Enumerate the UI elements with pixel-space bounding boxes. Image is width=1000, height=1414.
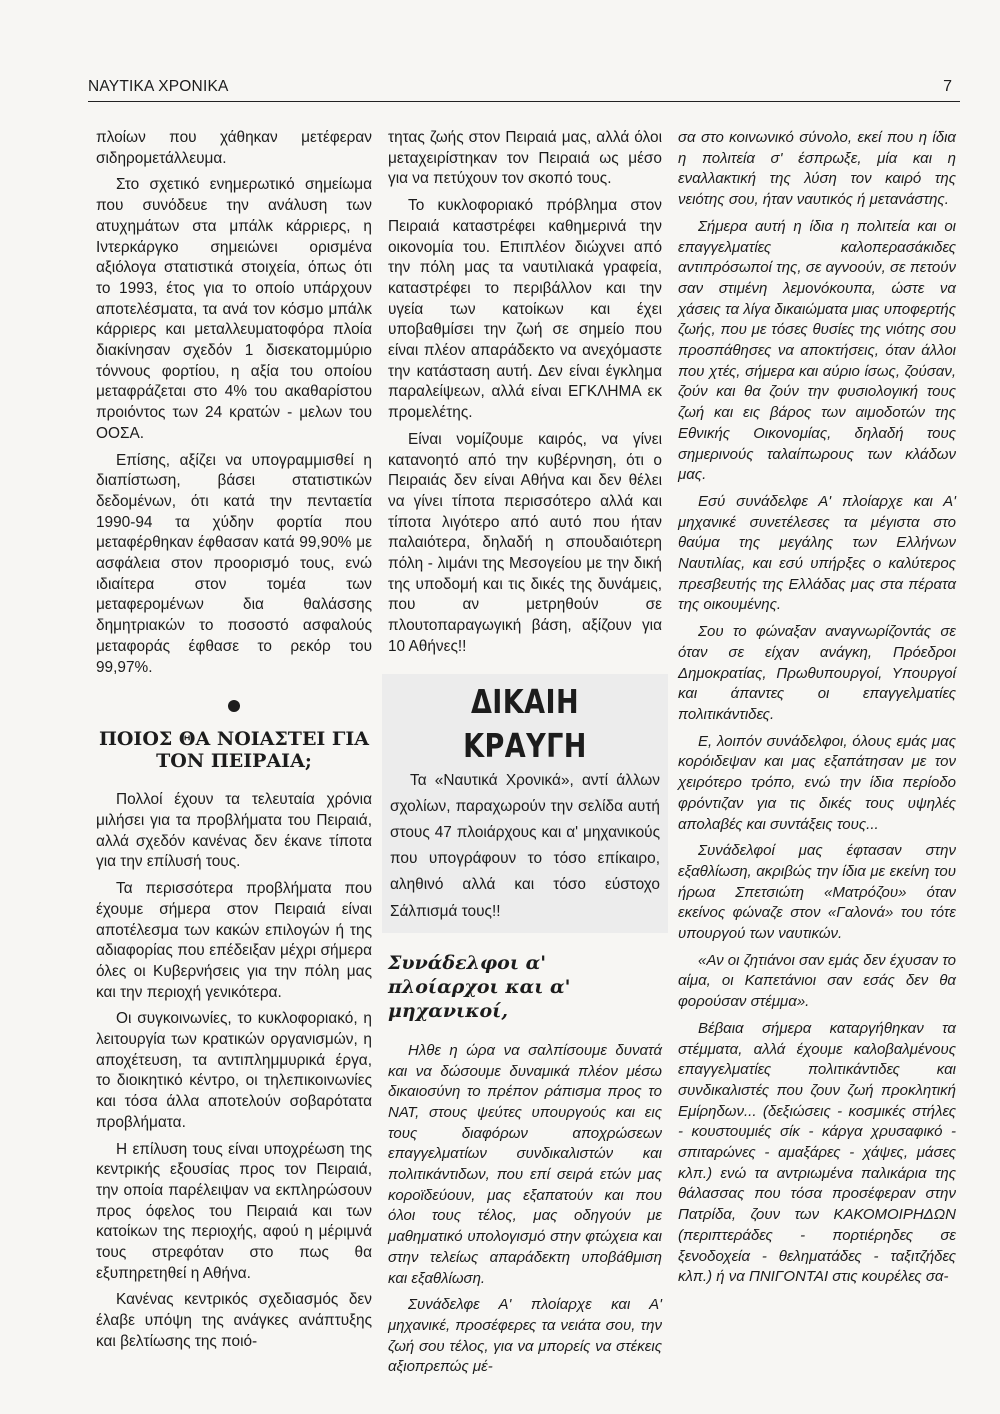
paragraph: Το κυκλοφοριακό πρόβλημα στον Πειραιά καταστρέφει καθημερινά την οικονομία του. Επιπλέον διώχνει από την πόλη μας τα ναυτιλιακά γραφεία, καταστρέφει το περιβάλλον και την υγεία των κατοίκων και έχει υποβαθμίσει την ζωή σε σημείο που είναι πλέον απαράδεκτο να ανεχόμαστε την κατάσταση αυτή. Δεν είναι έγκλημα παραλείψεων, αλλά είναι ΕΓΚΛΗΜΑ εκ προμελέτης. xyxy=(388,197,662,422)
page-header xyxy=(88,78,960,104)
letter-body xyxy=(388,1041,662,1378)
paragraph: «Αν οι ζητιάνοι σαν εμάς δεν έχυσαν το αίμα, οι Καπετάνιοι σαν εσάς δεν θα φορούσαν στέμμα». xyxy=(678,951,956,1011)
paragraph: τητας ζωής στον Πειραιά μας, αλλά όλοι μεταχειρίστηκαν τον Πειραιά ως μέσο για να πετύχουν τον σκοπό τους. xyxy=(388,129,662,188)
letter-salutation: Συνάδελφοι α' πλοίαρχοι και α' μηχανικοί, xyxy=(388,951,571,1022)
column-2 xyxy=(388,128,662,1378)
paragraph: Τα περισσότερα προβλήματα που έχουμε σήμερα στον Πειραιά είναι αποτέλεσμα των κακών επιλογών ή της αδιαφορίας που επέδειξαν μέχρι σήμερα όλες οι Κυβερνήσεις για την πόλη μας και την περιοχή γενικότερα. xyxy=(96,880,372,1001)
editorial-box xyxy=(382,674,668,933)
bullet-separator xyxy=(228,700,240,712)
column-3 xyxy=(678,128,956,1288)
paragraph: Συνάδελφε Α' πλοίαρχε και Α' μηχανικέ, προσέφερες τα νειάτα σου, την ζωή σου τέλος, για να μπορείς να στέκεις αξιοπρεπώς μέ- xyxy=(388,1296,662,1376)
paragraph: Είναι νομίζουμε καιρός, να γίνει κατανοητό από την κυβέρνηση, ότι ο Πειραιάς δεν είναι Αθήνα και δεν θέλει να γίνει τίποτα περισσότερο αλλά και τίποτα λιγότερο από αυτό που ήταν παλαιότερα, δηλαδή η σπουδαιότερη πόλη - λιμάνι της Μεσογείου με την δική της υποδομή και τις δικές της δυνάμεις, που αν μετρηθούν σε πλουτοπαραγωγική βάση, αξίζουν για 10 Αθήνες!! xyxy=(388,430,662,655)
paragraph: Συνάδελφοί μας έφτασαν στην εξαθλίωση, ακριβώς την ίδια με εκείνη του ήρωα Σπετσιώτη «Ματρόζου» όταν εκείνος φώναζε στον «Γαλονά» του τότε υπουργού των ναυτικών. xyxy=(678,842,956,943)
paragraph: Ηλθε η ώρα να σαλπίσουμε δυνατά και να δώσουμε δυναμικά πλέον μέσω δικαιοσύνη το πρέπον ράπισμα προς το ΝΑΤ, στους ψεύτες υπουργούς και εις τους διαφόρων αποχρώσεων επαγγελματίων συνδικαλιστών και πολιτικάντιδων, που επί σειρά ετών μας κοροϊδεύουν, μας εξαπατούν και που όλοι τους τέλος, μας οδηγούν με μαθηματικό υπολογισμό στην φτώχεια και στην τελείως απαράδεκτη υποβάθμιση και εξαθλίωση. xyxy=(388,1041,662,1287)
paragraph: σα στο κοινωνικό σύνολο, εκεί που η ίδια η πολιτεία σ' έσπρωξε, μία και η εναλλακτική της λύση τον καιρό της νειότης σου, ήταν ναυτικός ή μετανάστης. xyxy=(678,129,956,209)
paragraph: Οι συγκοινωνίες, το κυκλοφοριακό, η λειτουργία των κρατικών οργανισμών, η αποχέτευση, τα αντιπλημμυρικά έργα, το διοικητικό κέντρο, οι τηλεπικοινωνίες και τόσα άλλα αποτελούν σοβαρότατα προβλήματα. xyxy=(96,1010,372,1131)
column-1 xyxy=(96,128,372,1353)
header-rule xyxy=(88,101,960,102)
paragraph: Κανένας κεντρικός σχεδιασμός δεν έλαβε υπόψη της ανάγκες ανάπτυξης και βελτίωσης της ποιό- xyxy=(96,1291,372,1350)
paragraph: Σήμερα αυτή η ίδια η πολιτεία και οι επαγγελματίες καλοπερασάκιδες αντιπρόσωποί της, σε αγνοούν, σε πετούν σαν στιμένη λεμονόκουπα, ώστε να χάσεις τα λίγα δικαιώματα μιας υποφερτής ζωής, που με τόσες θυσίες της νιότης σου προσπάθησες να αποκτήσεις, όταν άλλοι που χτές, σήμερα και αύριο ίσως, ζούσαν, ζούν και θα ζούν την φυσιολογική τους ζωή και εις βάρος των αιμοδοτών της Εθνικής Οικονομίας, δηλαδή τους σημερινούς ταλαίπωρους των κλάδων μας. xyxy=(678,217,956,484)
page-number: 7 xyxy=(943,78,952,95)
paragraph: Εσύ συνάδελφε Α' πλοίαρχε και Α' μηχανικέ συνετέλεσες τα μέγιστα στο θαύμα της μεγάλης των Ελλήνων Ναυτιλίας, και εσύ υπήρξες ο καλύτερος πρεσβευτής της Ελλάδας μας στα πέρατα της οικουμένης. xyxy=(678,492,956,614)
box-text: Τα «Ναυτικά Χρονικά», αντί άλλων σχολίων, παραχωρούν την σελίδα αυτή στους 47 πλοιάρχους και α' μηχανικούς που υπογράφουν το τόσο επίκαιρο, αληθινό αλλά και τόσο εύστοχο Σάλπισμά τους!! xyxy=(390,771,660,920)
paragraph: Στο σχετικό ενημερωτικό σημείωμα που συνόδευε την ανάλυση των ατυχημάτων στα μπάλκ κάρριερς, η Ιντερκάργκο σημειώνει ορισμένα αξιόλογα στατιστικά στοιχεία, όπως ότι το 1993, έτος για το οποίο υπάρχουν αποτελέσματα, τα ανά τον κόσμο μπάλκ κάρριερς και μεταλλευματοφόρα πλοία διακίνησαν σχεδόν 1 δισεκατομμύριο τόννους φορτίου, η αξία του οποίου μεταφράζεται στο 4% του ακαθαρίστου προιόντος των 24 κρατών - μελων του ΟΟΣΑ. xyxy=(96,176,372,442)
box-title: ΔΙΚΑΙΗ ΚΡΑΥΓΗ xyxy=(463,681,587,765)
paragraph: πλοίων που χάθηκαν μετέφεραν σιδηρομετάλλευμα. xyxy=(96,129,372,167)
paragraph: Η επίλυση τους είναι υποχρέωση της κεντρικής εξουσίας προς τον Πειραιά, την οποία παρέλειψαν να εκπληρώσουν προς όφελος του Πειραιά και των κατοίκων της περιοχής, αφού η μέριμνά τους στρεφόταν στο πως θα εξυπηρετηθεί η Αθήνα. xyxy=(96,1140,372,1282)
paragraph: Βέβαια σήμερα καταργήθηκαν τα στέμματα, αλλά έχουμε καλοβαλμένους επαγγελματίες πολιτικάντιδες και συνδικαλιστές που ζουν ζωή προκλητική Εμίρηδων... (δεξιώσεις - κοσμικές στήλες - κουστουμιές σίκ - κάργα χρυσαφικό - σπιταρώνες - αμαξάρες - χάψες, μάσες κλπ.) ενώ τα αντριωμένα παλικάρια της θάλασσας που τόσα προσέφεραν στην Πατρίδα, ζουν των ΚΑΚΟΜΟΙΡΗΔΩΝ (περιπτεράδες - πορτιέρηδες σε ξενοδοχεία - θεληματάδες - ταξιτζήδες κλπ.) ή να ΠΝΙΓΟΝΤΑΙ στις κουρέλες σα- xyxy=(678,1019,956,1286)
paragraph: Πολλοί έχουν τα τελευταία χρόνια μιλήσει για τα προβλήματα του Πειραιά, αλλά σχεδόν κανένας δεν έκανε τίποτα για την επίλυσή τους. xyxy=(96,791,372,871)
paragraph: Σου το φώναξαν αναγνωρίζοντάς σε όταν σε είχαν ανάγκη, Πρόεδροι Δημοκρατίας, Πρωθυπουργοί, Υπουργοί και άπαντες οι επαγγελματίες πολιτικάντιδες. xyxy=(678,623,956,723)
paragraph: Επίσης, αξίζει να υπογραμμισθεί η διαπίστωση, βάσει στατιστικών δεδομένων, ότι κατά την πενταετία 1990-94 τα χύδην φορτία που μεταφέρθηκαν έφθασαν κατά 99,90% με ασφάλεια στον προορισμό τους, ενώ ιδιαίτερα στον τομέα των μεταφερομένων δια θαλάσσης δημητριακών το ποσοστό ασφαλούς μεταφοράς έφθασε το ρεκόρ του 99,97%. xyxy=(96,451,372,676)
paragraph: Ε, λοιπόν συνάδελφοι, όλους εμάς μας κορόιδεψαν και μας εξαπάτησαν με τον χειρότερο τρόπο, ενώ την ίδια περίοδο φρόντιζαν για τις δικές τους υψηλές απολαβές και συντάξεις τους... xyxy=(678,732,956,833)
article-headline: ΠΟΙΟΣ ΘΑ ΝΟΙΑΣΤΕΙ ΓΙΑ ΤΟΝ ΠΕΙΡΑΙΑ; xyxy=(98,728,370,773)
publication-title: ΝΑΥΤΙΚΑ ΧΡΟΝΙΚΑ xyxy=(88,78,229,95)
